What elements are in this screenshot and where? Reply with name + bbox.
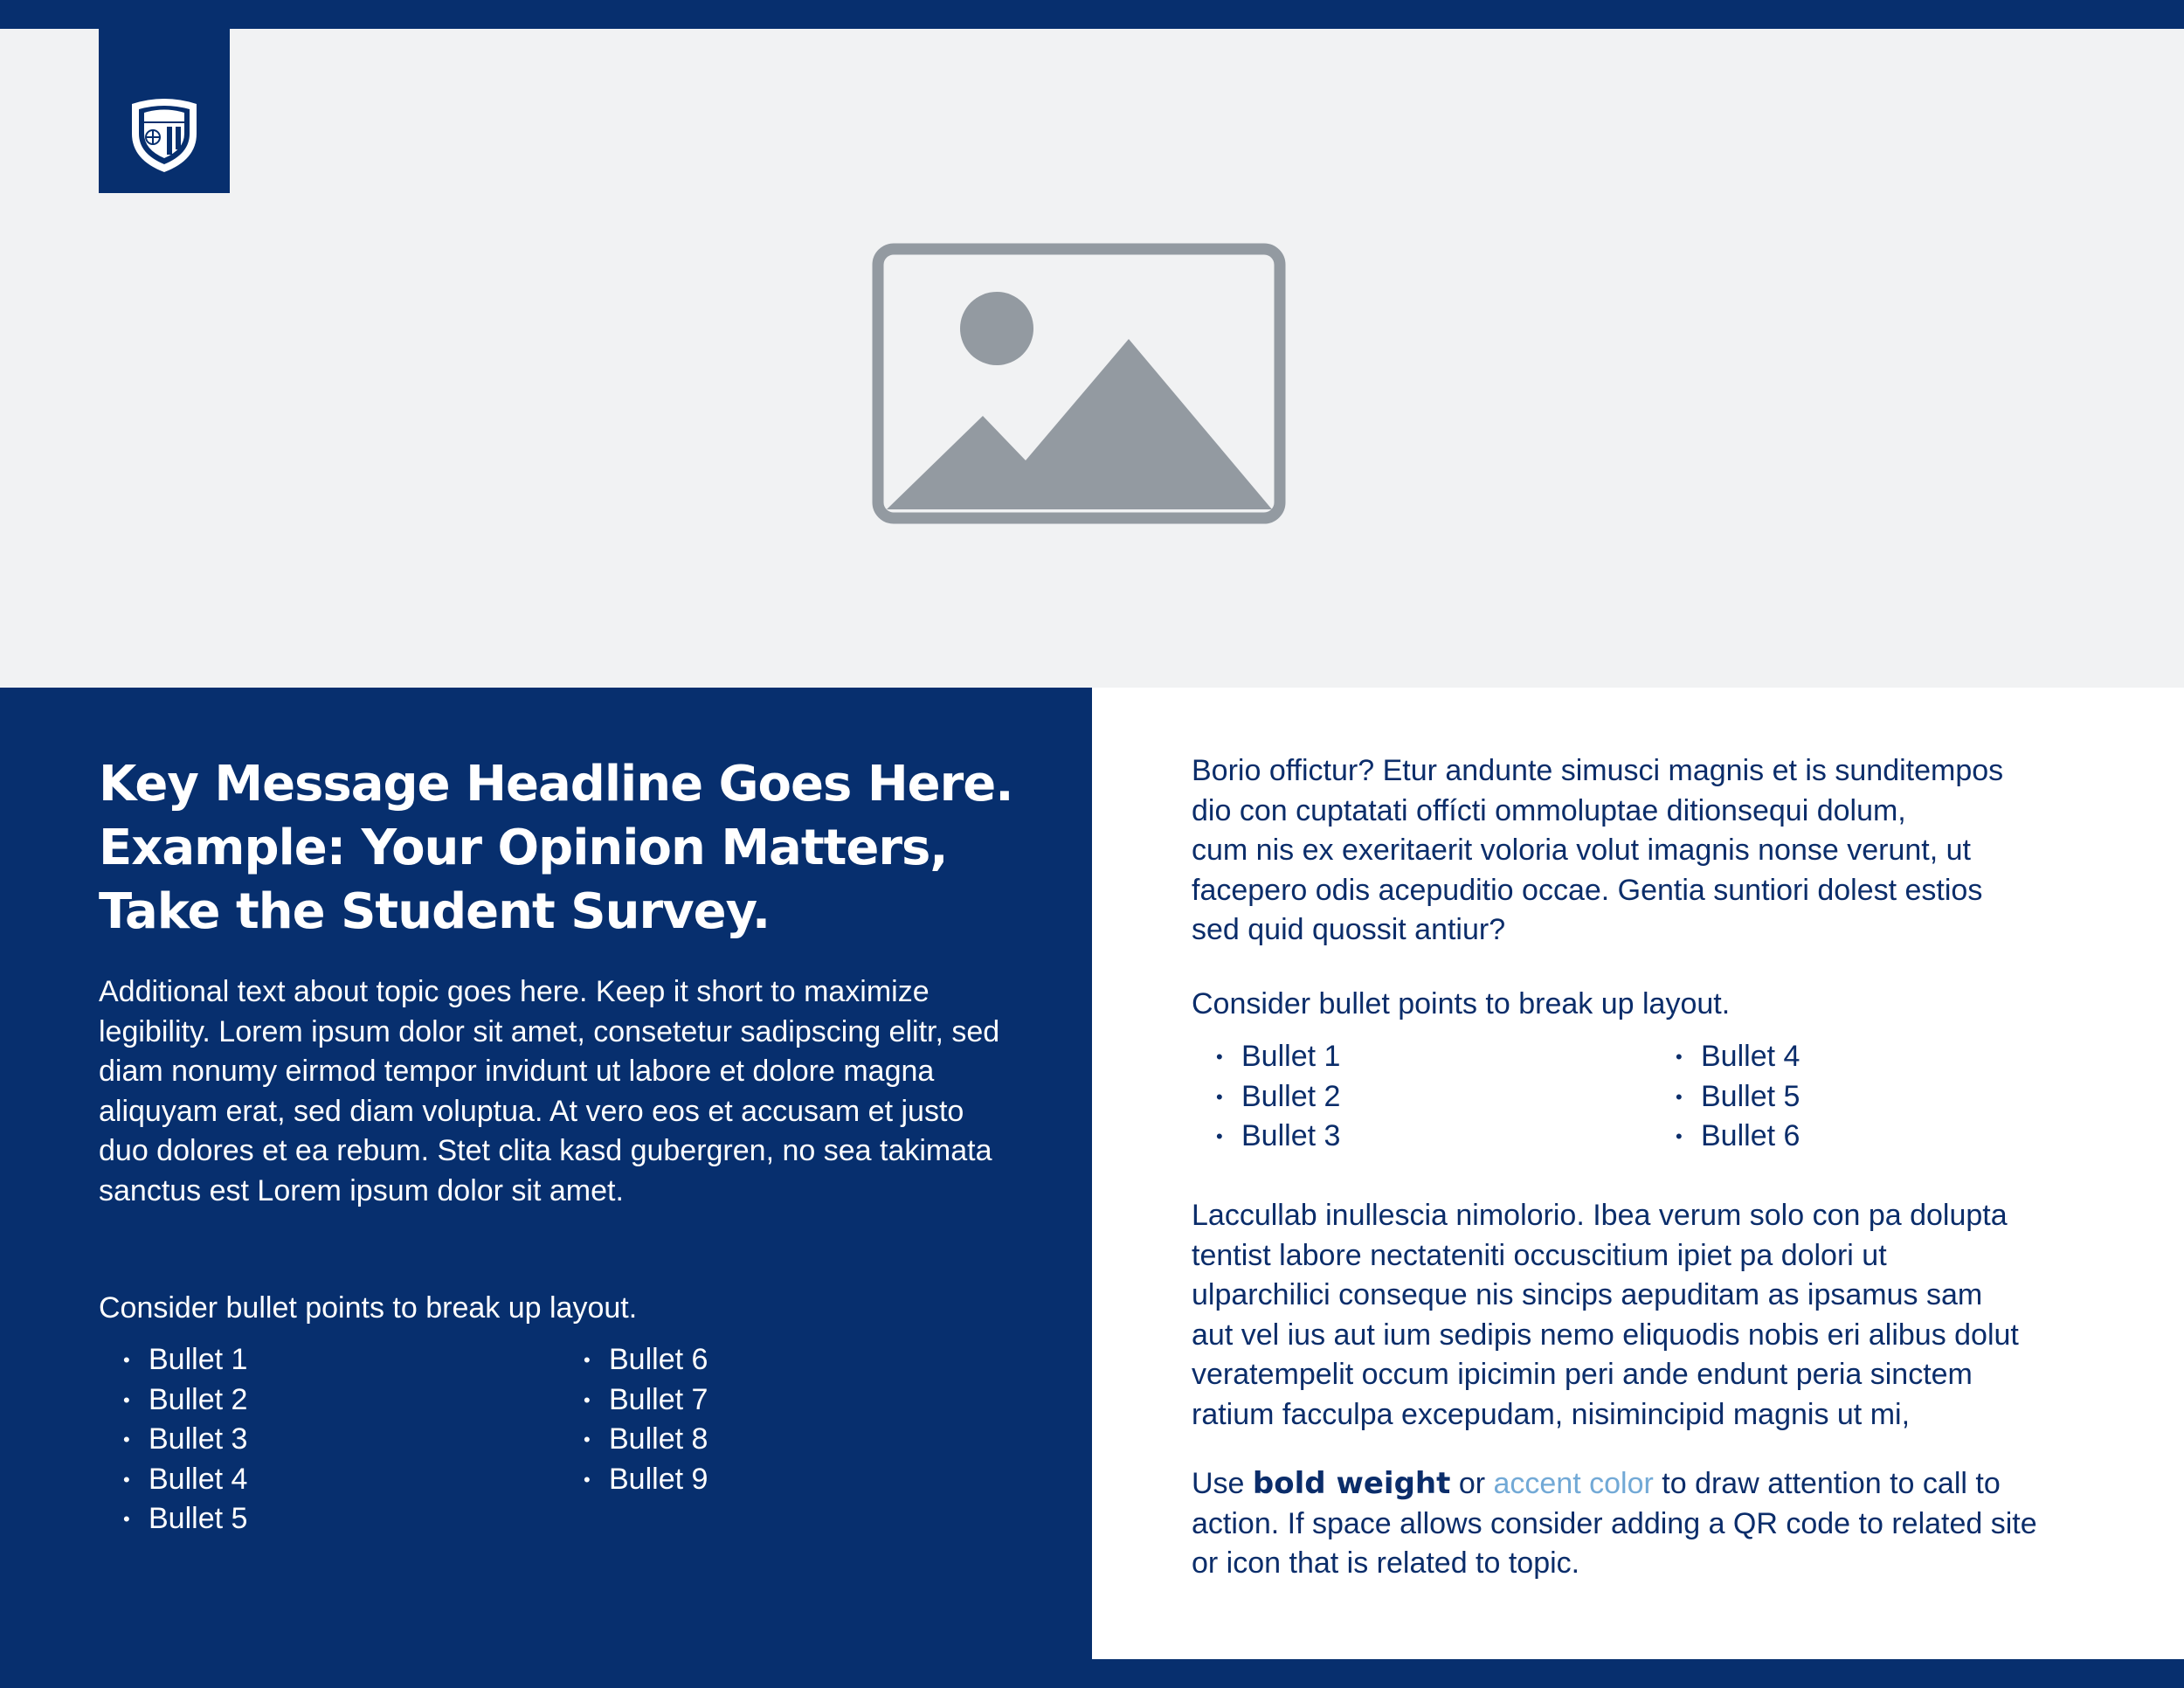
key-message-headline [99, 752, 1013, 944]
bullet-item: • Bullet 2 [1192, 1077, 1340, 1117]
bullet-item: • Bullet 5 [1651, 1077, 1800, 1117]
right-bullet-list-col1 [1192, 1037, 1340, 1157]
text-line: veratempelit occum ipicimin peri ande endunt peria sinctem [1192, 1358, 1973, 1391]
text-line: cum nis ex exeritaerit voloria volut imagnis nonse verunt, ut [1192, 834, 1971, 867]
bullet-item: • Bullet 3 [99, 1420, 247, 1460]
text-line: tentist labore nectateniti occuscitium ipiet pa dolori ut [1192, 1238, 1887, 1272]
call-to-action-paragraph [1192, 1464, 2135, 1584]
bullet-item: • Bullet 3 [1192, 1117, 1340, 1157]
text-line: aut vel ius aut ium sedipis nemo eliquodis nobis eri alibus dolut [1192, 1318, 2019, 1352]
cta-prefix: Use [1192, 1467, 1253, 1500]
right-bullet-list-col2 [1651, 1037, 1800, 1157]
bullet-item: • Bullet 7 [559, 1380, 708, 1421]
text-line: action. If space allows consider adding a QR code to related site [1192, 1506, 2037, 1540]
text-line: or icon that is related to topic. [1192, 1546, 1580, 1580]
headline-line: Take the Student Survey. [99, 883, 771, 940]
left-body-text: Additional text about topic goes here. Keep it short to maximize legibility. Lorem ipsum dolor sit amet, consetetur sadipscing elitr, sed diam nonumy eirmod tempor invidunt ut labore et dolore magna aliquyam erat, sed diam voluptua. At vero eos et accusam et justo duo dolores et ea rebum. Stet clita kasd gubergren, no sea takimata sanctus est Lorem ipsum dolor sit amet. [99, 975, 1000, 1207]
text-line [1192, 1464, 2135, 1505]
headline-line: Key Message Headline Goes Here. [99, 756, 1013, 813]
right-paragraph-1 [1192, 751, 2135, 951]
bullet-item: • Bullet 2 [99, 1380, 247, 1421]
bullet-item: • Bullet 9 [559, 1460, 708, 1500]
left-content-panel [0, 688, 1092, 1688]
bullet-item: • Bullet 1 [99, 1340, 247, 1380]
text-line: Laccullab inullescia nimolorio. Ibea verum solo con pa dolupta [1192, 1199, 2008, 1232]
right-content-panel [1092, 688, 2184, 1659]
text-line: sed quid quossit antiur? [1192, 913, 1506, 946]
hero-image-area [0, 29, 2184, 688]
bullet-item: • Bullet 4 [1651, 1037, 1800, 1077]
image-placeholder-icon [872, 243, 1286, 524]
text-line: ratium facculpa excepudam, nisimincipid magnis ut mi, [1192, 1397, 1911, 1431]
cta-bold-text: bold weight [1252, 1466, 1451, 1501]
university-shield-logo [99, 29, 230, 193]
bullet-item: • Bullet 8 [559, 1420, 708, 1460]
left-bullet-list-col1 [99, 1340, 247, 1539]
headline-line: Example: Your Opinion Matters, [99, 820, 948, 876]
bullet-item: • Bullet 4 [99, 1460, 247, 1500]
bottom-bar [1092, 1659, 2184, 1688]
text-line: facepero odis acepuditio occae. Gentia suntiori dolest estios [1192, 873, 1983, 907]
cta-accent-text: accent color [1493, 1467, 1654, 1500]
text-line: dio con cuptatati offícti ommoluptae ditionsequi dolum, [1192, 793, 1906, 827]
text-line: Borio offictur? Etur andunte simusci magnis et is sunditempos [1192, 754, 2004, 787]
bullet-item: • Bullet 6 [559, 1340, 708, 1380]
left-bullet-list-col2 [559, 1340, 708, 1499]
bullet-item: • Bullet 1 [1192, 1037, 1340, 1077]
right-bullets-intro: Consider bullet points to break up layout. [1192, 987, 1731, 1020]
bullet-item: • Bullet 6 [1651, 1117, 1800, 1157]
left-bullets-intro: Consider bullet points to break up layout. [99, 1291, 638, 1325]
bullet-item: • Bullet 5 [99, 1499, 247, 1539]
right-paragraph-2 [1192, 1196, 2135, 1435]
cta-middle: or [1450, 1467, 1494, 1500]
cta-suffix: to draw attention to call to [1653, 1467, 2001, 1500]
top-bar [0, 0, 2184, 29]
text-line: ulparchilici conseque nis sincips aepuditam as ipsamus sam [1192, 1278, 1983, 1311]
